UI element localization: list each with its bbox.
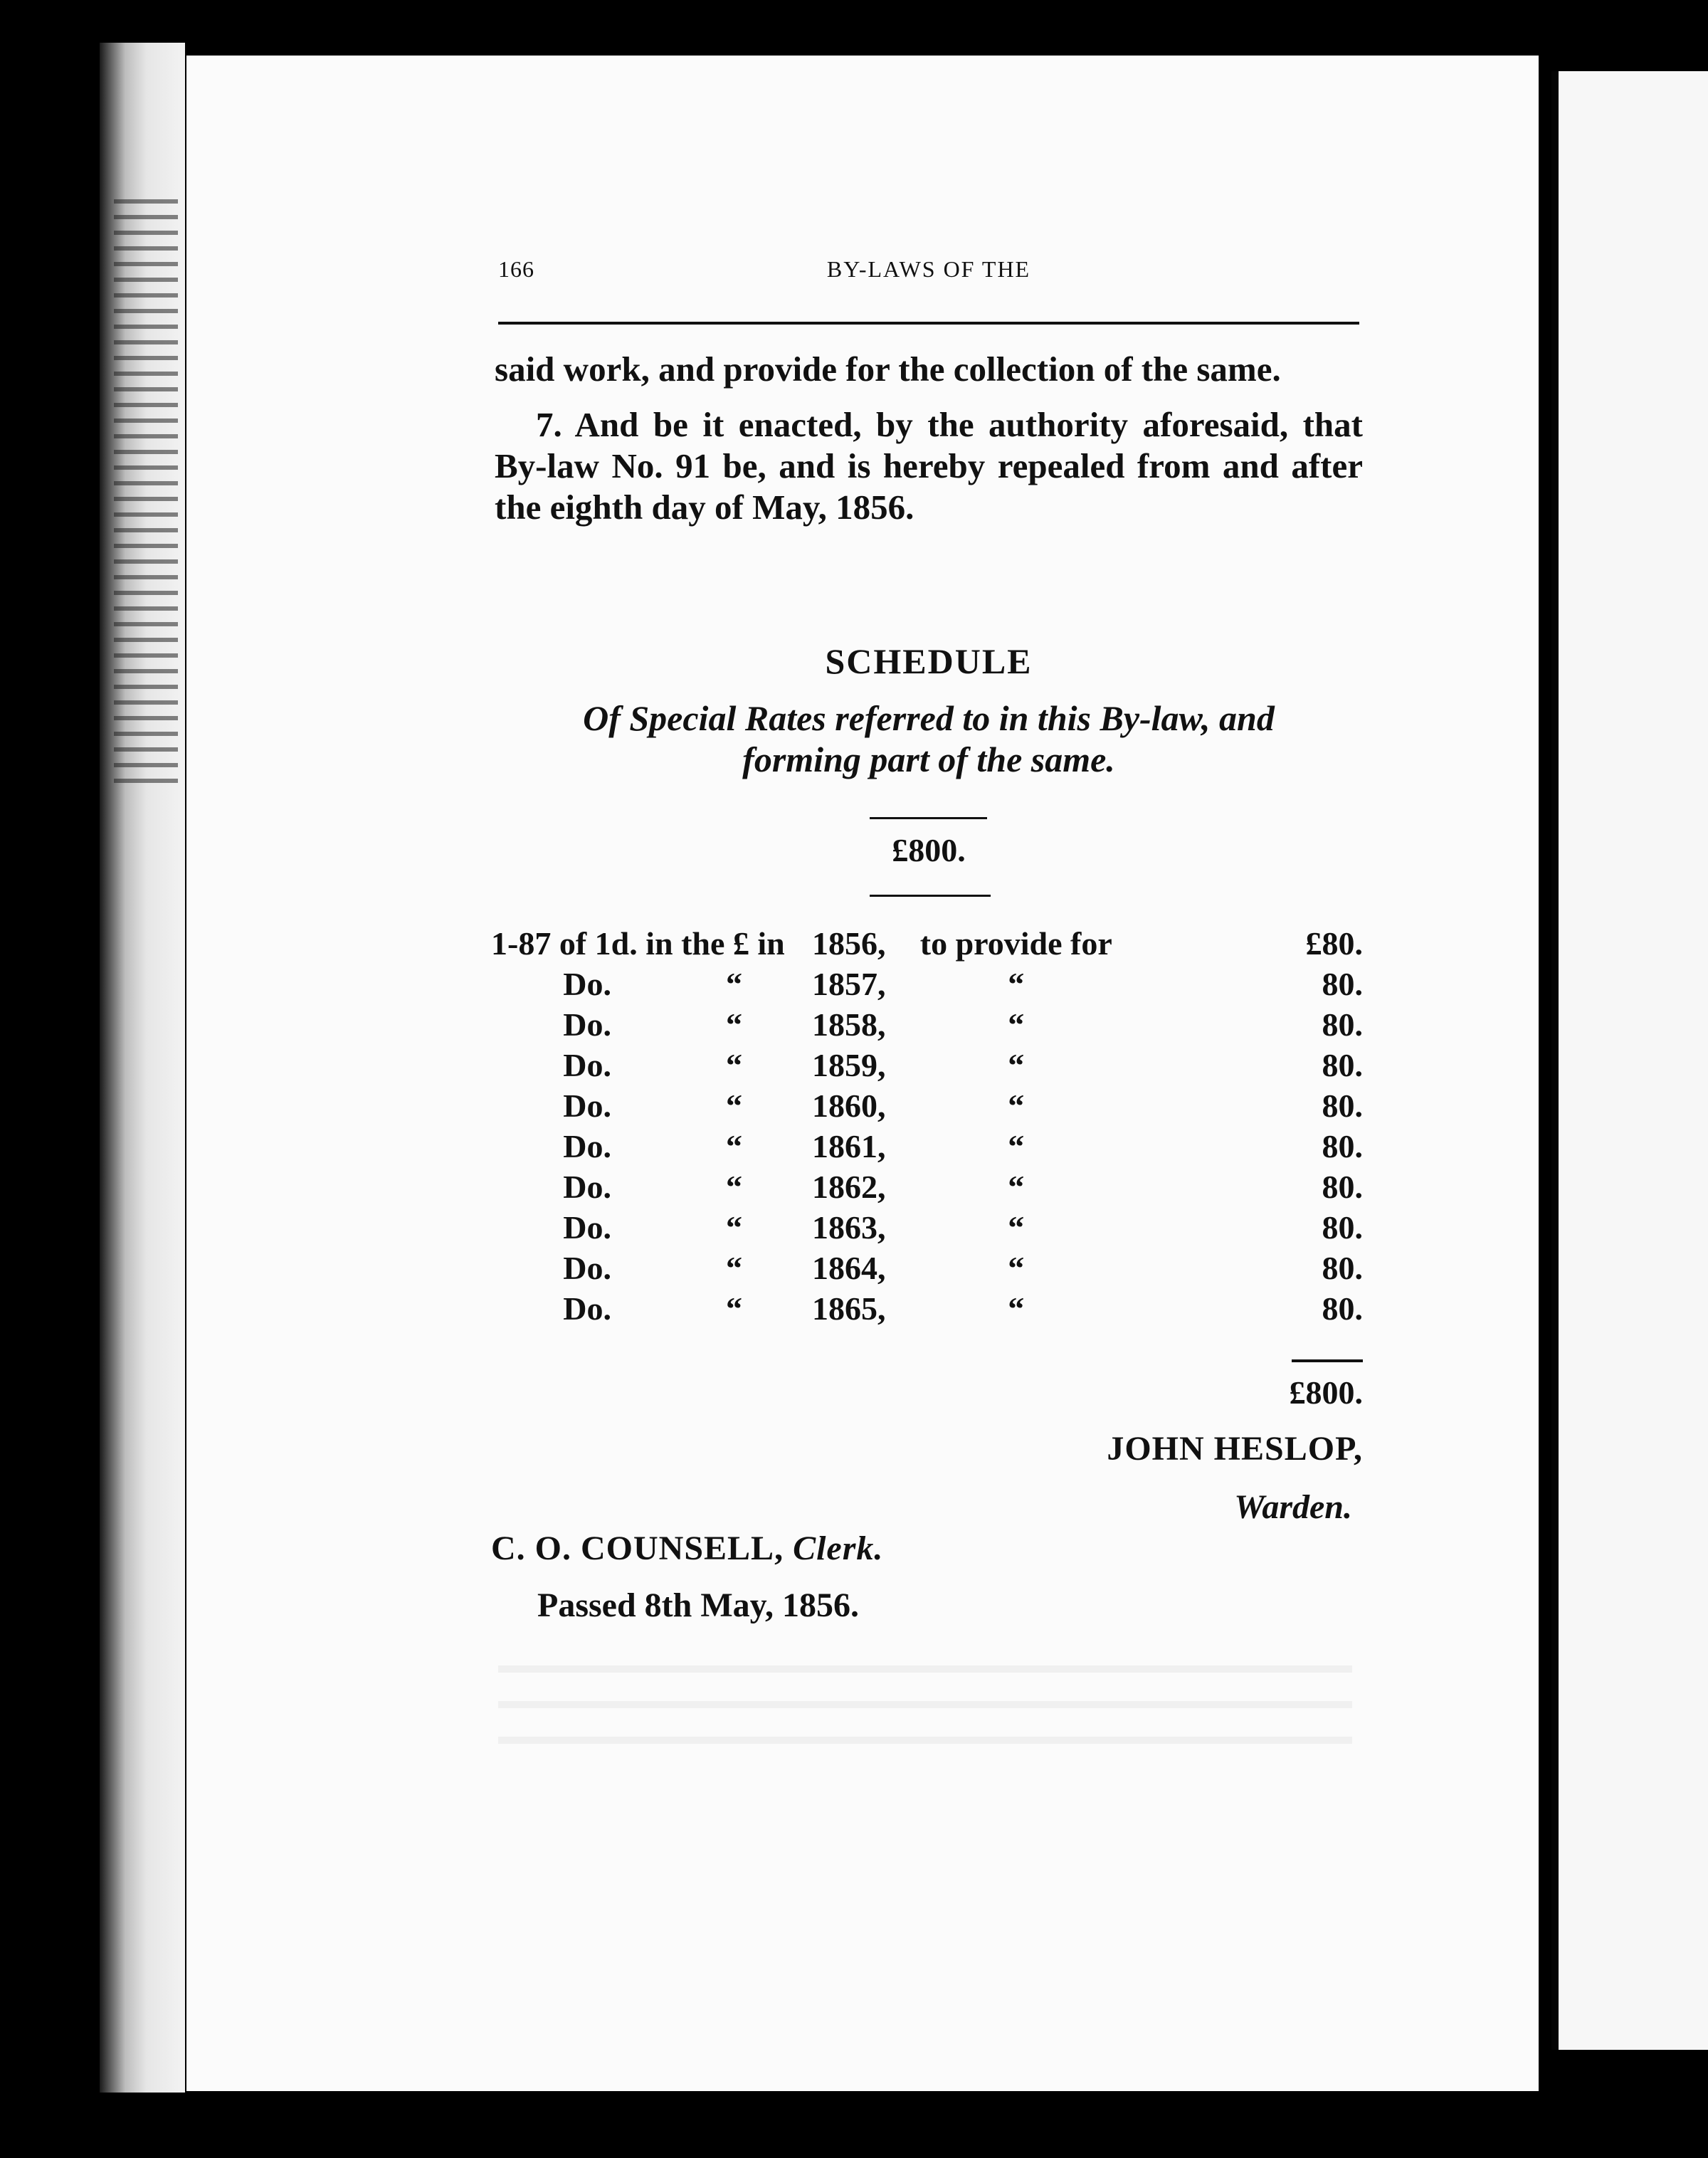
schedule-title: SCHEDULE bbox=[825, 641, 1033, 681]
table-row bbox=[491, 1288, 1363, 1329]
rate-description bbox=[491, 923, 785, 964]
ditto-cell: “ bbox=[725, 1169, 742, 1205]
label-cell: Do. bbox=[563, 1169, 611, 1205]
clerk-signature bbox=[491, 1529, 1132, 1568]
amount-cell: 80. bbox=[1322, 966, 1363, 1002]
year-cell: 1863, bbox=[812, 1209, 886, 1246]
amount-cell: 80. bbox=[1322, 1047, 1363, 1083]
table-row bbox=[491, 1126, 1363, 1167]
table-row bbox=[491, 923, 1363, 964]
continuation-paragraph: said work, and provide for the collection of the same. bbox=[495, 349, 1281, 389]
amount-cell: 80. bbox=[1322, 1088, 1363, 1124]
ditto-cell: “ bbox=[725, 1088, 742, 1124]
year-cell: 1860, bbox=[812, 1088, 886, 1124]
table-row bbox=[491, 1207, 1363, 1248]
table-row bbox=[491, 964, 1363, 1004]
year-cell: 1865, bbox=[812, 1290, 886, 1327]
label-cell: Do. bbox=[563, 1006, 611, 1043]
section-7-paragraph: 7. And be it enacted, by the authority aforesaid, that By-law No. 91 be, and is hereby repealed from and after the eighth day of May, 1856. bbox=[495, 405, 1363, 527]
rates-table bbox=[491, 923, 1363, 1329]
show-through-text bbox=[498, 1665, 1352, 1772]
ditto-cell: “ bbox=[725, 1209, 742, 1246]
warden-name: JOHN HESLOP, bbox=[1107, 1430, 1363, 1468]
label-cell: Do. bbox=[563, 1209, 611, 1246]
label-cell: Do. bbox=[563, 1290, 611, 1327]
ditto-cell: “ bbox=[1008, 1088, 1025, 1124]
year-cell: 1856, bbox=[812, 925, 886, 962]
schedule-rule-upper bbox=[870, 817, 987, 819]
rate-cell: 1-87 of 1d. in the £ bbox=[491, 925, 749, 962]
amount-cell: £80. bbox=[1305, 925, 1363, 962]
ditto-cell: “ bbox=[1008, 1047, 1025, 1083]
ditto-cell: “ bbox=[1008, 1128, 1025, 1164]
running-head bbox=[498, 256, 1359, 299]
schedule-total: £800. bbox=[1289, 1374, 1363, 1411]
passed-date: Passed 8th May, 1856. bbox=[537, 1586, 860, 1624]
label-cell: Do. bbox=[563, 1047, 611, 1083]
schedule-subtitle-line-1: Of Special Rates referred to in this By-law, and bbox=[583, 698, 1275, 738]
adjacent-page-edge bbox=[1551, 71, 1708, 2050]
label-cell: Do. bbox=[563, 966, 611, 1002]
ditto-cell: “ bbox=[725, 1006, 742, 1043]
ditto-cell: “ bbox=[1008, 1290, 1025, 1327]
body-text bbox=[495, 349, 1363, 528]
year-cell: 1858, bbox=[812, 1006, 886, 1043]
year-cell: 1857, bbox=[812, 966, 886, 1002]
year-cell: 1864, bbox=[812, 1250, 886, 1286]
ditto-cell: “ bbox=[1008, 1250, 1025, 1286]
amount-cell: 80. bbox=[1322, 1209, 1363, 1246]
warden-title: Warden. bbox=[1234, 1488, 1352, 1526]
amount-cell: 80. bbox=[1322, 1250, 1363, 1286]
ditto-cell: “ bbox=[1008, 1169, 1025, 1205]
year-cell: 1862, bbox=[812, 1169, 886, 1205]
header-rule bbox=[498, 322, 1359, 325]
amount-cell: 80. bbox=[1322, 1006, 1363, 1043]
amount-cell: 80. bbox=[1322, 1169, 1363, 1205]
schedule-subtitle-line-2: forming part of the same. bbox=[742, 739, 1115, 779]
table-row bbox=[491, 1248, 1363, 1288]
running-head-title: BY-LAWS OF THE bbox=[826, 256, 1031, 282]
table-row bbox=[491, 1167, 1363, 1207]
label-cell: Do. bbox=[563, 1088, 611, 1124]
year-cell: 1859, bbox=[812, 1047, 886, 1083]
ditto-cell: “ bbox=[725, 1128, 742, 1164]
label-cell: Do. bbox=[563, 1128, 611, 1164]
amount-cell: 80. bbox=[1322, 1128, 1363, 1164]
clerk-name: C. O. COUNSELL, bbox=[491, 1530, 784, 1567]
ditto-cell: “ bbox=[725, 1290, 742, 1327]
table-row bbox=[491, 1004, 1363, 1045]
ditto-cell: “ bbox=[1008, 1209, 1025, 1246]
year-cell: 1861, bbox=[812, 1128, 886, 1164]
page-number: 166 bbox=[498, 256, 534, 282]
amount-cell: 80. bbox=[1322, 1290, 1363, 1327]
schedule-amount-heading: £800. bbox=[892, 832, 966, 868]
in-label: in bbox=[757, 925, 785, 962]
purpose-cell: to provide for bbox=[919, 925, 1112, 962]
table-row bbox=[491, 1085, 1363, 1126]
table-row bbox=[491, 1045, 1363, 1085]
clerk-title: Clerk. bbox=[793, 1530, 884, 1567]
label-cell: Do. bbox=[563, 1250, 611, 1286]
ditto-cell: “ bbox=[1008, 966, 1025, 1002]
schedule-rule-lower bbox=[870, 895, 991, 897]
ditto-cell: “ bbox=[725, 966, 742, 1002]
schedule-subtitle bbox=[495, 698, 1363, 780]
ditto-cell: “ bbox=[725, 1047, 742, 1083]
book-spine-edge bbox=[100, 43, 185, 2093]
ditto-cell: “ bbox=[1008, 1006, 1025, 1043]
ditto-cell: “ bbox=[725, 1250, 742, 1286]
total-rule bbox=[1292, 1359, 1363, 1362]
